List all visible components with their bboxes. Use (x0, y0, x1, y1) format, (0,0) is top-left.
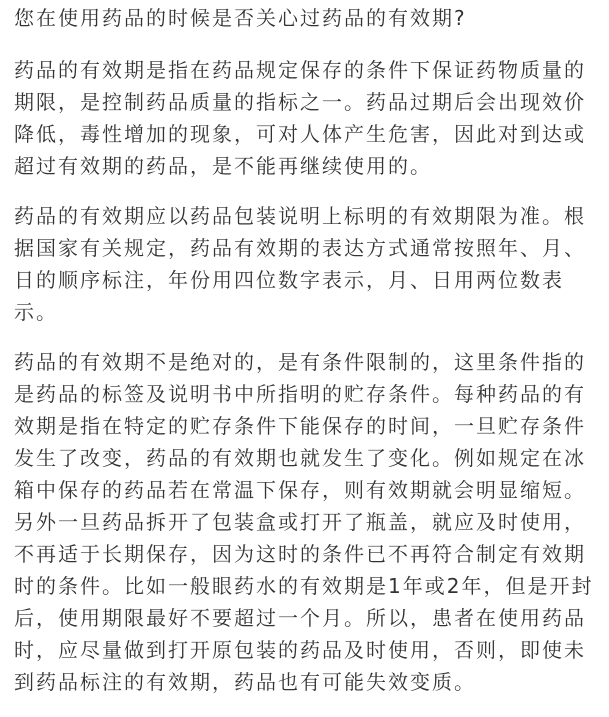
paragraph-line: 药品的有效期应以药品包装说明上标明的有效期限为准。根 (14, 204, 586, 228)
paragraph-line: 期限，是控制药品质量的指标之一。药品过期后会出现效价 (14, 90, 586, 114)
paragraph-line: 药品的有效期不是绝对的，是有条件限制的，这里条件指的 (14, 350, 586, 374)
paragraph-line: 到药品标注的有效期，药品也有可能失效变质。 (14, 670, 476, 694)
paragraph-line: 日的顺序标注，年份用四位数字表示，月、日用两位数表 (14, 268, 564, 292)
paragraph-line: 另外一旦药品拆开了包装盒或打开了瓶盖，就应及时使用， (14, 510, 586, 534)
paragraph-line: 示。 (14, 300, 58, 324)
paragraph-line: 药品的有效期是指在药品规定保存的条件下保证药物质量的 (14, 58, 586, 82)
paragraph-line: 后，使用期限最好不要超过一个月。所以，患者在使用药品 (14, 606, 586, 630)
paragraph-line: 效期是指在特定的贮存条件下能保存的时间，一旦贮存条件 (14, 414, 586, 438)
paragraph-labeling (14, 200, 609, 328)
paragraph-line: 超过有效期的药品，是不能再继续使用的。 (14, 154, 432, 178)
paragraph-line: 不再适于长期保存，因为这时的条件已不再符合制定有效期 (14, 542, 586, 566)
paragraph-line: 箱中保存的药品若在常温下保存，则有效期就会明显缩短。 (14, 478, 586, 502)
paragraph-line: 时，应尽量做到打开原包装的药品及时使用，否则，即使未 (14, 638, 586, 662)
paragraph-storage-conditions (14, 346, 609, 698)
paragraph-definition (14, 54, 609, 182)
paragraph-line: 据国家有关规定，药品有效期的表达方式通常按照年、月、 (14, 236, 586, 260)
paragraph-line: 发生了改变，药品的有效期也就发生了变化。例如规定在冰 (14, 446, 586, 470)
article-question-title: 您在使用药品的时候是否关心过药品的有效期? (14, 6, 467, 30)
paragraph-line: 时的条件。比如一般眼药水的有效期是1年或2年，但是开封 (14, 574, 594, 598)
paragraph-line: 是药品的标签及说明书中所指明的贮存条件。每种药品的有 (14, 382, 586, 406)
paragraph-line: 降低，毒性增加的现象，可对人体产生危害，因此对到达或 (14, 122, 586, 146)
